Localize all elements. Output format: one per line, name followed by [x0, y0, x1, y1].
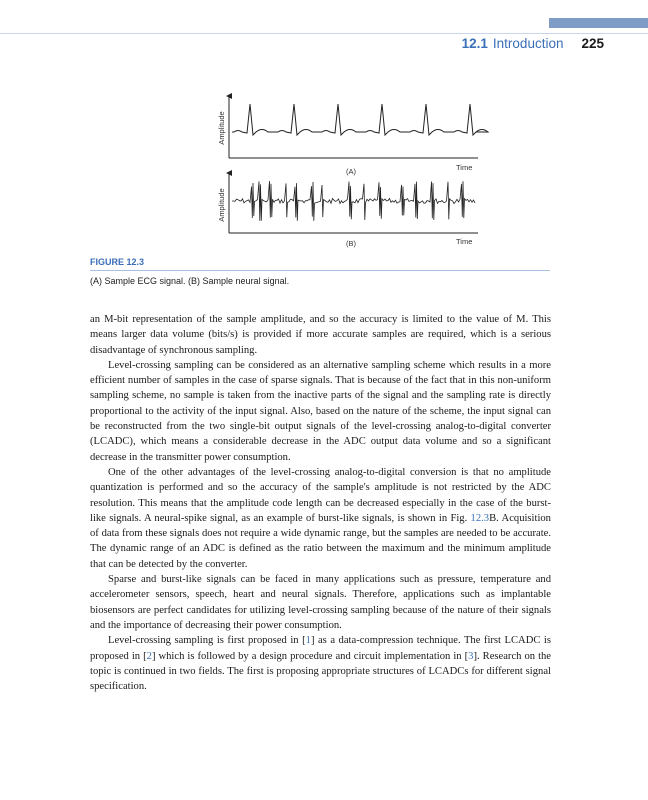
paragraph-4: Sparse and burst-like signals can be faced in many applications such as pressure, temperature and accelerometer sensors, speech, heart and neural signals. Therefore, applications such as implantable biosensors are perfect candidates for utilizing level-crossing sampling because of the nature of their signals and the importance of decreasing their power consumption.	[90, 574, 551, 631]
paragraph-5	[90, 633, 551, 694]
paragraph-3-text-b: B. Acquisition of data from these signals does not require a wide dynamic range, but the samples are needed to be accurate. The dynamic range of an ADC is defined as the ratio between the maximum and the minimum amplitude that can be detected by the converter.	[90, 512, 551, 570]
figure-label: FIGURE 12.3	[90, 257, 145, 267]
figure-caption: (A) Sample ECG signal. (B) Sample neural signal.	[90, 276, 290, 286]
paragraph-1: an M-bit representation of the sample amplitude, and so the accuracy is limited to the value of M. This means larger data volume (bits/s) is provided if more accurate samples are required, which is a serious disadvantage of synchronous sampling.	[90, 314, 551, 356]
paragraph-5-text-d: ]. Research on the topic is continued in two fields. The first is proposing appropriate structures of LCADCs for different signal specification.	[90, 650, 552, 693]
paragraph-5-text-b: ] as a data-compression technique. The first LCADC is proposed in [	[90, 635, 551, 662]
running-head	[462, 36, 604, 51]
figure-12-3	[200, 88, 500, 253]
panel-b-amplitude-label: Amplitude	[217, 188, 226, 222]
section-title: Introduction	[492, 36, 564, 51]
citation-1-link[interactable]: 1	[305, 635, 311, 647]
panel-a-label: (A)	[346, 167, 356, 176]
panel-b-time-label: Time	[456, 237, 473, 246]
panel-b-label: (B)	[346, 239, 356, 248]
neural-signal-trace	[232, 181, 475, 221]
paragraph-5-text-c: ] which is followed by a design procedure and circuit implementation in [	[151, 650, 469, 662]
header-accent-bar	[549, 18, 648, 28]
citation-2-link[interactable]: 2	[146, 650, 152, 662]
panel-a-time-label: Time	[456, 163, 473, 172]
paragraph-2: Level-crossing sampling can be considered as an alternative sampling scheme which results in a more efficient number of samples in the case of sparse signals. That is because of the fact that in this non-uniform sampling scheme, no sample is taken from the inactive parts of the signal and the sampling rate is directly proportional to the activity of the input signal. Also, based on the nature of the scheme, the input signal can be reconstructed from the two single-bit output signals of the level-crossing analog-to-digital converter (LCADC), which means a considerable decrease in the ADC output data volume and so a significant decrease in the transmitter power consumption.	[90, 359, 551, 463]
ecg-signal-trace	[232, 104, 488, 135]
section-number: 12.1	[461, 36, 488, 51]
panel-a-amplitude-label: Amplitude	[217, 111, 226, 145]
page-number: 225	[581, 36, 604, 51]
figure-ref-link[interactable]: 12.3	[470, 512, 490, 524]
paragraph-3	[90, 465, 551, 572]
paragraph-3-text-a: One of the other advantages of the level-crossing analog-to-digital conversion is that no amplitude quantization is performed and so the accuracy of the sample's amplitude is not restricted by the ADC resolution. This means that the amplitude code length can be decreased especially in the case of the burst-like signals. A neural-spike signal, as an example of burst-like signals, is shown in Fig.	[90, 466, 551, 524]
body-text	[90, 312, 551, 694]
paragraph-5-text-a: Level-crossing sampling is first proposed in [	[108, 635, 306, 647]
citation-3-link[interactable]: 3	[468, 650, 474, 662]
figure-graphic	[200, 88, 500, 253]
caption-rule	[90, 270, 550, 271]
header-rule	[0, 33, 648, 34]
